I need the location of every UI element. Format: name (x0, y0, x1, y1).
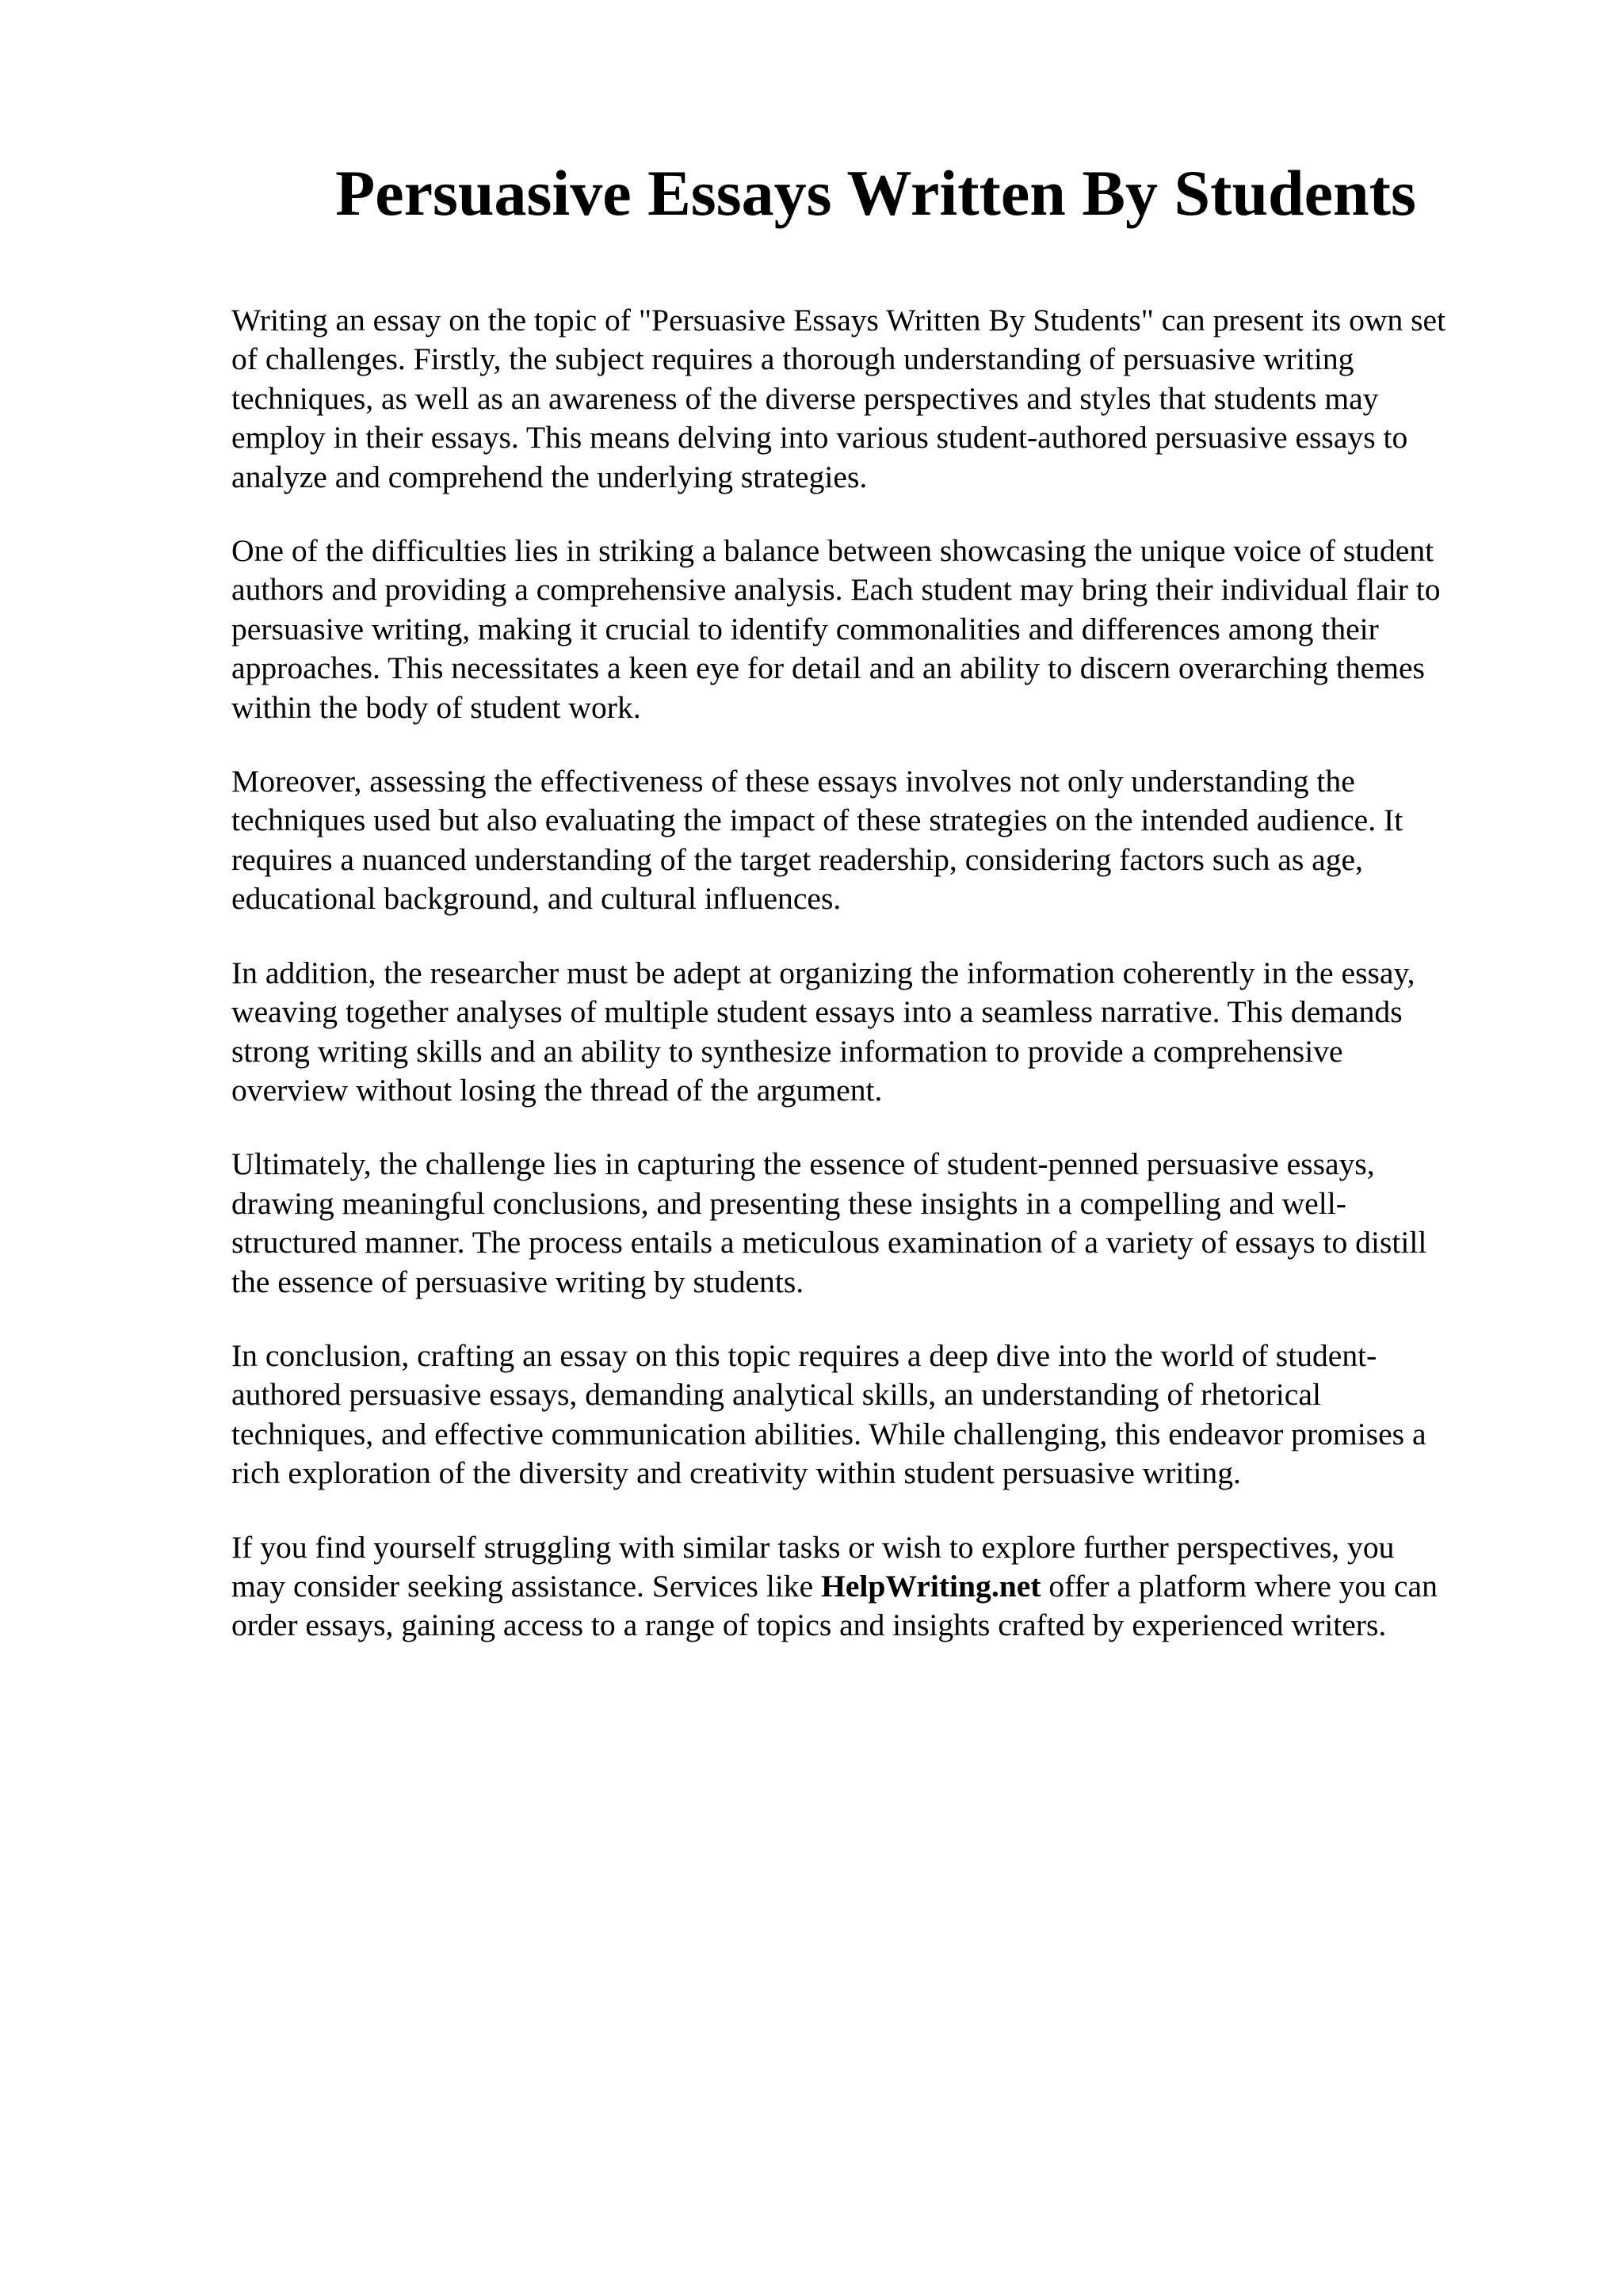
paragraph-line: within the body of student work. (231, 689, 641, 725)
paragraph-line: Moreover, assessing the effectiveness of these essays involves not only understanding the (231, 764, 1355, 799)
closing-text-after-brand: offer a platform where you can (1041, 1568, 1438, 1604)
paragraph-1 (231, 301, 1531, 497)
paragraph-line: rich exploration of the diversity and creativity within student persuasive writing. (231, 1455, 1241, 1491)
paragraph-line: In conclusion, crafting an essay on this topic requires a deep dive into the world of student- (231, 1337, 1377, 1373)
paragraph-line-with-brand (231, 1567, 1531, 1606)
paragraph-line: employ in their essays. This means delving into various student-authored persuasive essays to (231, 420, 1408, 456)
paragraph-line: strong writing skills and an ability to synthesize information to provide a comprehensive (231, 1033, 1343, 1069)
paragraph-6 (231, 1337, 1531, 1493)
paragraph-line: of challenges. Firstly, the subject requires a thorough understanding of persuasive writing (231, 341, 1354, 377)
paragraph-line: drawing meaningful conclusions, and presenting these insights in a compelling and well- (231, 1185, 1346, 1221)
paragraph-line: analyze and comprehend the underlying strategies. (231, 459, 868, 494)
paragraph-line: One of the difficulties lies in striking a balance between showcasing the unique voice of student (231, 533, 1434, 569)
paragraph-line: Ultimately, the challenge lies in capturing the essence of student-penned persuasive essays, (231, 1146, 1375, 1182)
paragraph-line: techniques, and effective communication abilities. While challenging, this endeavor promises a (231, 1416, 1426, 1451)
paragraph-line: requires a nuanced understanding of the target readership, considering factors such as age, (231, 841, 1363, 877)
paragraph-line: Writing an essay on the topic of "Persuasive Essays Written By Students" can present its own set (231, 303, 1446, 338)
brand-name: HelpWriting.net (821, 1568, 1041, 1604)
paragraph-line: order essays, gaining access to a range of topics and insights crafted by experienced writers. (231, 1608, 1387, 1643)
paragraph-line: approaches. This necessitates a keen eye for detail and an ability to discern overarching themes (231, 650, 1425, 686)
paragraph-line: authors and providing a comprehensive analysis. Each student may bring their individual flair to (231, 572, 1441, 608)
paragraph-line: structured manner. The process entails a meticulous examination of a variety of essays to distill (231, 1225, 1427, 1261)
paragraph-line: authored persuasive essays, demanding analytical skills, an understanding of rhetorical (231, 1377, 1321, 1413)
paragraph-4 (231, 954, 1531, 1111)
paragraph-closing (231, 1528, 1531, 1646)
paragraph-line: In addition, the researcher must be adept at organizing the information coherently in the essay, (231, 955, 1415, 990)
paragraph-line: weaving together analyses of multiple student essays into a seamless narrative. This demands (231, 994, 1403, 1030)
paragraph-line: techniques, as well as an awareness of the diverse perspectives and styles that students may (231, 380, 1379, 416)
paragraph-2 (231, 532, 1531, 727)
page-title: Persuasive Essays Written By Students (335, 157, 1416, 229)
paragraph-line: techniques used but also evaluating the impact of these strategies on the intended audience. It (231, 803, 1403, 838)
document-body (231, 301, 1531, 1680)
paragraph-line: If you find yourself struggling with similar tasks or wish to explore further perspectives, you (231, 1529, 1395, 1565)
paragraph-5 (231, 1145, 1531, 1302)
paragraph-line: overview without losing the thread of the argument. (231, 1072, 883, 1108)
paragraph-3 (231, 762, 1531, 919)
paragraph-line: persuasive writing, making it crucial to identify commonalities and differences among their (231, 611, 1379, 646)
paragraph-line: the essence of persuasive writing by students. (231, 1264, 804, 1299)
paragraph-line: educational background, and cultural influences. (231, 881, 842, 917)
closing-text-before-brand: may consider seeking assistance. Services like (231, 1568, 822, 1604)
